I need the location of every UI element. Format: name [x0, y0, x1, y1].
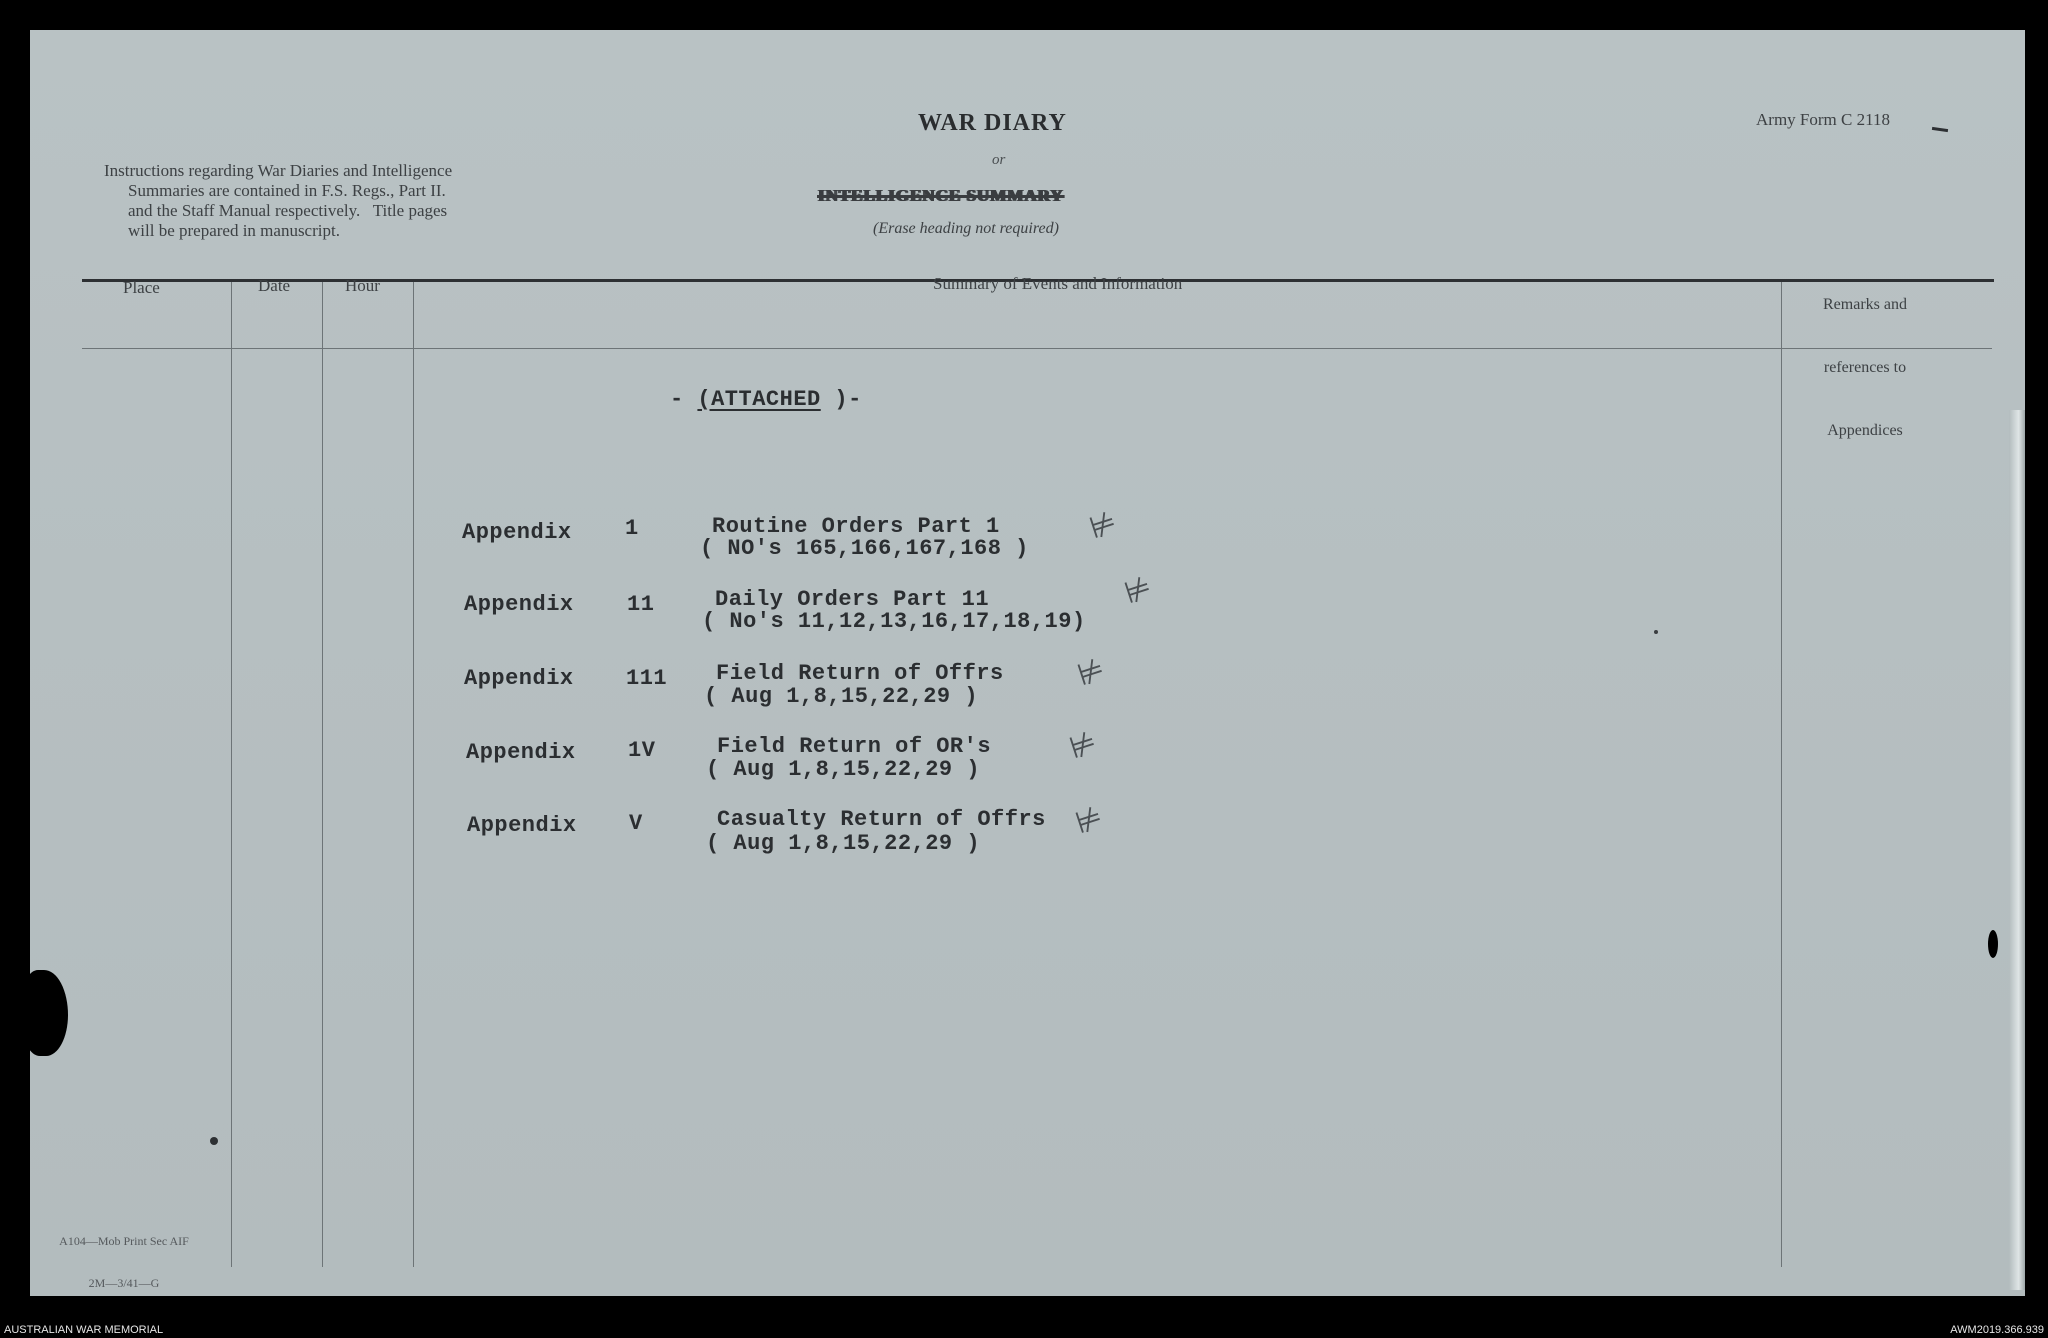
remarks-line: references to	[1823, 359, 1907, 376]
form-or: or	[992, 152, 1006, 168]
appendix-detail: ( Aug 1,8,15,22,29 )	[704, 684, 979, 709]
heading-prefix: -	[670, 387, 698, 412]
initial-mark-icon: ⊭	[1065, 724, 1101, 767]
appendix-title: Daily Orders Part 11	[715, 587, 990, 612]
printer-line: 2M—3/41—G	[88, 1276, 160, 1290]
torn-edge	[22, 970, 68, 1056]
appendix-label: Appendix	[467, 813, 577, 838]
army-form-number: Army Form C 2118	[1756, 110, 1890, 129]
appendix-title: Field Return of OR's	[717, 734, 992, 759]
column-divider	[1781, 282, 1782, 1267]
remarks-line: Appendices	[1827, 422, 1903, 439]
column-header-hour: Hour	[345, 276, 380, 295]
remarks-line: Remarks and	[1823, 296, 1907, 313]
column-divider	[322, 282, 323, 1267]
instruction-line: will be prepared in manuscript.	[128, 221, 340, 240]
struck-heading: INTELLIGENCE SUMMARY	[818, 186, 1064, 205]
pen-mark	[1932, 127, 1948, 132]
printer-line: A104—Mob Print Sec AIF	[59, 1234, 189, 1248]
page-edge-curl	[2009, 410, 2025, 1290]
form-title: WAR DIARY	[918, 110, 1067, 136]
column-header-rule	[82, 348, 1992, 349]
ink-spot	[1654, 630, 1658, 634]
initial-mark-icon: ⊭	[1073, 651, 1109, 694]
appendix-number: 111	[626, 666, 668, 691]
appendix-number: 1V	[628, 738, 656, 763]
appendix-label: Appendix	[464, 666, 574, 691]
appendix-label: Appendix	[462, 520, 572, 545]
heading-suffix: )-	[820, 387, 862, 412]
appendix-detail: ( No's 11,12,13,16,17,18,19)	[702, 609, 1086, 634]
attached-heading	[670, 387, 862, 412]
column-divider	[413, 282, 414, 1267]
initial-mark-icon: ⊭	[1071, 799, 1107, 842]
column-header-place: Place	[123, 278, 160, 297]
appendix-number: V	[629, 811, 643, 836]
column-header-remarks	[1792, 252, 1938, 483]
erase-note: (Erase heading not required)	[873, 220, 1059, 237]
footer-reference: AWM2019.366.939	[1950, 1324, 2044, 1336]
column-header-date: Date	[258, 276, 291, 295]
initial-mark-icon: ⊭	[1120, 569, 1156, 612]
torn-edge	[1988, 930, 1998, 958]
instruction-line: Instructions regarding War Diaries and Intelligence	[104, 161, 453, 180]
appendix-detail: ( NO's 165,166,167,168 )	[700, 536, 1029, 561]
appendix-detail: ( Aug 1,8,15,22,29 )	[706, 757, 981, 782]
printer-mark	[54, 1206, 194, 1318]
instruction-line: and the Staff Manual respectively. Title pages	[128, 201, 448, 220]
appendix-number: 11	[627, 592, 655, 617]
appendix-title: Field Return of Offrs	[716, 661, 1004, 686]
appendix-detail: ( Aug 1,8,15,22,29 )	[706, 831, 981, 856]
footer-institution: AUSTRALIAN WAR MEMORIAL	[4, 1324, 164, 1336]
column-header-summary: Summary of Events and Information	[933, 274, 1183, 293]
appendix-title: Routine Orders Part 1	[712, 514, 1000, 539]
document-page	[30, 30, 2025, 1296]
heading-text: (ATTACHED	[697, 387, 821, 412]
appendix-number: 1	[625, 516, 639, 541]
initial-mark-icon: ⊭	[1085, 504, 1121, 547]
column-divider	[231, 282, 232, 1267]
ink-spot	[210, 1137, 218, 1145]
appendix-label: Appendix	[466, 740, 576, 765]
instruction-line: Summaries are contained in F.S. Regs., Part II.	[128, 181, 446, 200]
appendix-title: Casualty Return of Offrs	[717, 807, 1046, 832]
appendix-label: Appendix	[464, 592, 574, 617]
